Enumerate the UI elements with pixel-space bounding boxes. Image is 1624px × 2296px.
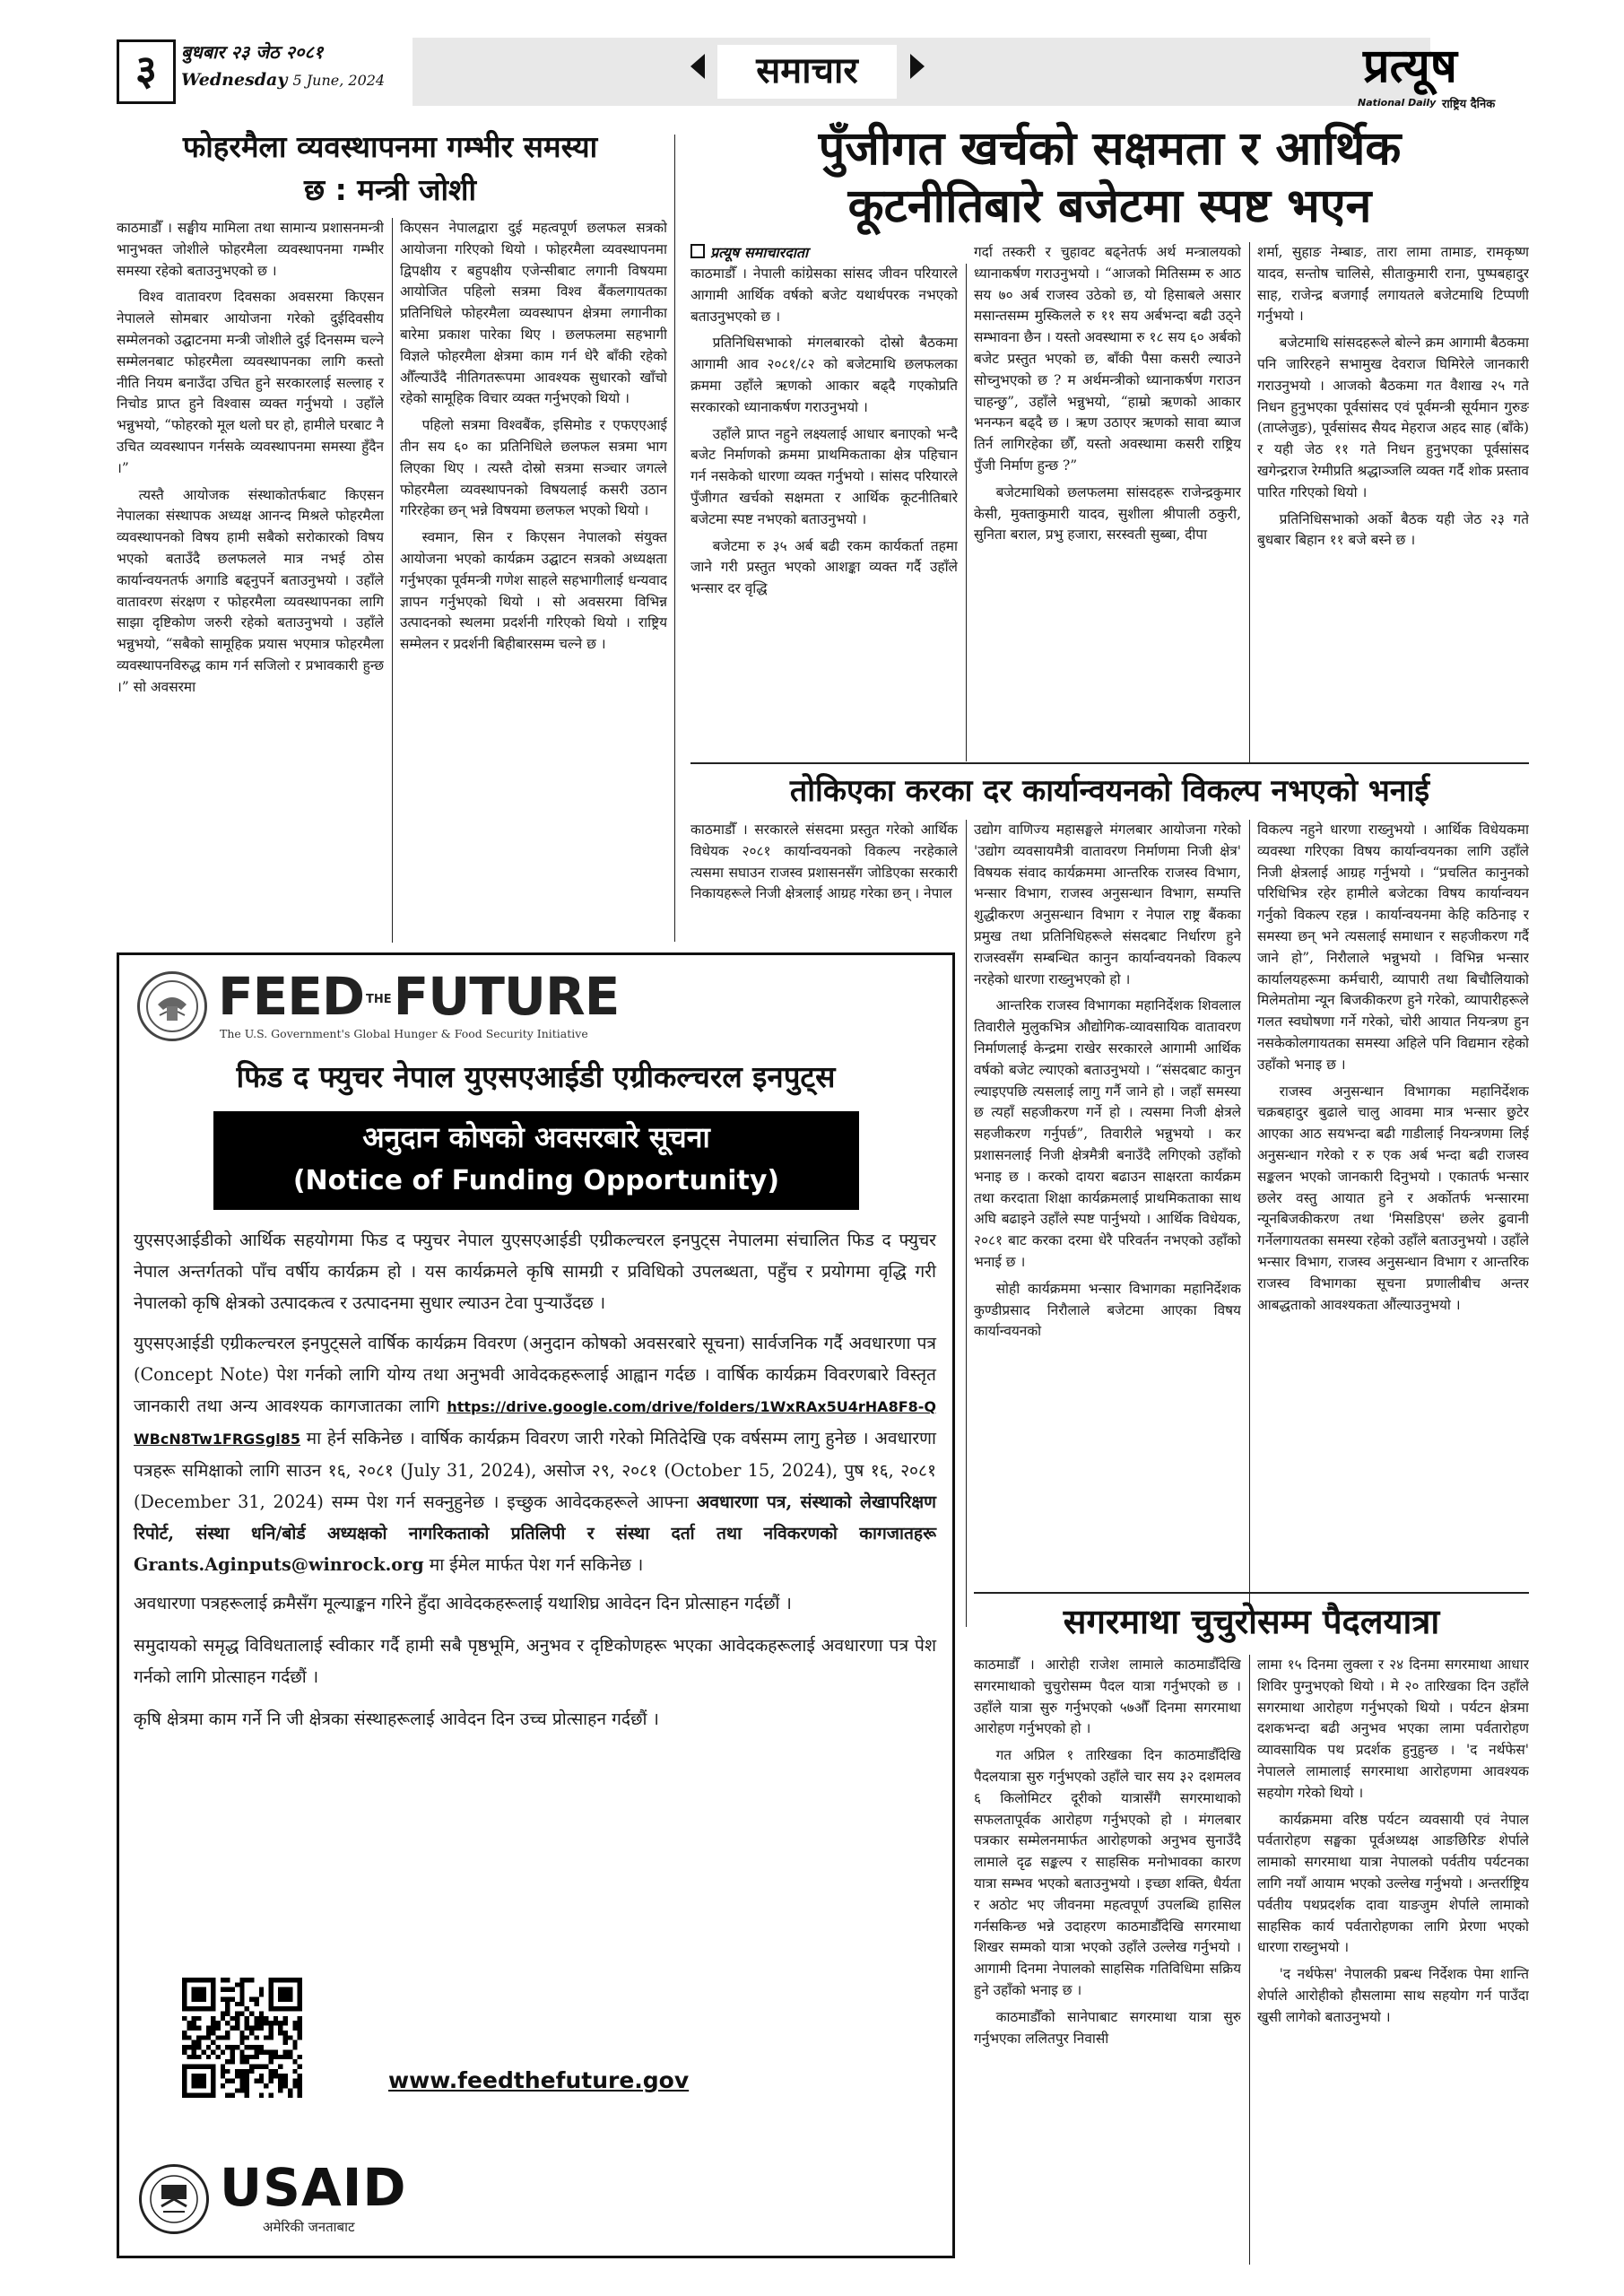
paragraph: कार्यक्रममा वरिष्ठ पर्यटन व्यवसायी एवं नेपाल पर्वतारोहण सङ्घका पूर्वअध्यक्ष आङछिरिङ शेर्पाले लामाको सगरमाथा यात्रा नेपालको पर्वतीय पर्यटनका लागि नयाँ आयाम भएको उल्लेख गर्नुभयो । अन्तर्राष्ट्रिय पर्वतीय पथप्रदर्शक दावा याङजुम शेर्पाले लामाको साहसिक कार्य पर्वतारोहणका लागि प्रेरणा भएको धारणा राख्नुभयो । — [1257, 1811, 1529, 1956]
logo-mark: प्रत्यूष — [1363, 39, 1457, 93]
paragraph: शर्मा, सुहाङ नेम्बाङ, तारा लामा तामाङ, रामकृष्ण यादव, सन्तोष चालिसे, सीताकुमारी राना, पुष्पबहादुर साह, राजेन्द्र बजगाईं लगायतले बजेटमाथि टिप्पणी गर्नुभयो । — [1257, 244, 1529, 325]
column-divider — [966, 264, 967, 761]
ad-details-text-3: मा ईमेल मार्फत पेश गर्न सकिनेछ । — [423, 1554, 644, 1575]
masthead — [117, 36, 1529, 121]
logo-future: FUTURE — [393, 966, 620, 1027]
usaid-seal-icon — [139, 2164, 209, 2234]
story1-column-1 — [117, 218, 384, 944]
paragraph: काठमाडौँ । सरकारले संसदमा प्रस्तुत गरेको आर्थिक विधेयक २०८१ कार्यान्वयनको विकल्प नरहेकाले त्यसमा सघाउन राजस्व प्रशासनसँग जोडिएका सरकारी निकायहरूले निजी क्षेत्रलाई आग्रह गरेका छन् । नेपाल — [690, 822, 958, 902]
column-divider — [674, 135, 675, 942]
byline-square-icon — [690, 244, 705, 258]
drive-folder-link[interactable]: https://drive.google.com/drive/folders/1WxRAx5U4rHA8F8-QWBcN8Tw1FRGSgl85 — [134, 1398, 936, 1448]
paragraph: लामा १५ दिनमा लुक्ला र २४ दिनमा सगरमाथा आधार शिविर पुग्नुभएको थियो । मे २० तारिखका दिन उहाँले सगरमाथा आरोहण गर्नुभएको थियो । पर्यटन क्षेत्रमा दशकभन्दा बढी अनुभव भएका लामा पर्वतारोहण व्यावसायिक पथ प्रदर्शक हुनुहुन्छ । 'द नर्थफेस' नेपालले लामालाई सगरमाथा आरोहणमा आवश्यक सहयोग गरेको थियो । — [1257, 1657, 1529, 1801]
story4-column-2 — [1257, 1655, 1529, 2265]
paragraph: काठमाडौँको सानेपाबाट सगरमाथा यात्रा सुरु गर्नुभएका ललितपुर निवासी — [974, 2008, 1241, 2047]
website-link[interactable]: www.feedthefuture.gov — [388, 2067, 690, 2093]
byline — [690, 242, 808, 262]
paragraph: सोही कार्यक्रममा भन्सार विभागका महानिर्देशक कुण्डीप्रसाद निरौलाले बजेटमा आएका विषय कार्यान्वयनको — [974, 1280, 1241, 1340]
paragraph: राजस्व अनुसन्धान विभागका महानिर्देशक चक्रबहादुर बुढाले चालु आवमा मात्र भन्सार छुटेर आएका आठ सयभन्दा बढी गाडीलाई नियन्त्रणमा लिई अनुसन्धान गरेको र रु एक अर्ब भन्दा बढी राजस्व सङ्कलन भएको जानकारी दिनुभयो । एकातर्फ भन्सार छलेर वस्तु आयात हुने र अर्कोतर्फ भन्सारमा न्यूनबिजकीकरण तथा 'मिसडिएस' छलेर ढुवानी गर्नेलगायतका समस्या रहेको उहाँले बताउनुभयो । उहाँले भन्सार विभाग, राजस्व अनुसन्धान विभाग र आन्तरिक राजस्व विभागका सूचना प्रणालीबीच अन्तर आबद्धताको आवश्यकता औंल्याउनुभयो । — [1257, 1083, 1529, 1313]
ad-paragraph-intro: युएसएआईडीको आर्थिक सहयोगमा फिड द फ्युचर नेपाल युएसएआईडी एग्रीकल्चरल इनपुट्स नेपालमा संचालित फिड द फ्युचर नेपाल अन्तर्गतको पाँच वर्षीय कार्यक्रम हो । यस कार्यक्रमले कृषि सामग्री र प्रविधिको उपलब्धता, पहुँच र प्रयोगमा वृद्धि गरी नेपालको कृषि क्षेत्रको उत्पादकत्व र उत्पादनमा सुधार ल्याउन टेवा पुऱ्याउँदछ । — [134, 1230, 936, 1313]
paragraph: त्यस्तै आयोजक संस्थाकोतर्फबाट किएसन नेपालका संस्थापक अध्यक्ष आनन्द मिश्रले फोहरमैला व्यवस्थापनको विषय हामी सबैको सरोकारको विषय भएको बताउँदै छलफलले मात्र नभई ठोस कार्यान्वयनतर्फ अगाडि बढ्नुपर्ने बताउनुभयो । उहाँले वातावरण संरक्षण र फोहरमैला व्यवस्थापनका लागि साझा दृष्टिकोण जरुरी रहेको बताउनुभयो । उहाँले भन्नुभयो, “सबैको सामूहिक प्रयास भएमात्र फोहरमैला व्यवस्थापनविरुद्ध काम गर्न सजिलो र प्रभावकारी हुन्छ ।” सो अवसरमा — [117, 486, 384, 695]
notice-banner — [213, 1111, 859, 1210]
paragraph: बजेटमा रु ३५ अर्ब बढी रकम कार्यकर्ता तहमा जाने गरी प्रस्तुत भएको आशङ्का व्यक्त गर्दै उहाँले भन्सार दर वृद्धि — [690, 537, 958, 597]
section-divider — [974, 1592, 1529, 1594]
column-divider — [1249, 242, 1250, 762]
paragraph: काठमाडौँ । सङ्घीय मामिला तथा सामान्य प्रशासनमन्त्री भानुभक्त जोशीले फोहरमैला व्यवस्थापनमा गम्भीर समस्या रहेको बताउनुभएको छ । — [117, 220, 384, 279]
paragraph: उद्योग वाणिज्य महासङ्घले मंगलबार आयोजना गरेको 'उद्योग व्यवसायमैत्री वातावरण निर्माणमा निजी क्षेत्र' विषयक संवाद कार्यक्रममा आन्तरिक राजस्व विभाग, भन्सार विभाग, राजस्व अनुसन्धान विभाग, सम्पत्ति शुद्धीकरण अनुसन्धान विभाग र नेपाल राष्ट्र बैंकका प्रमुख तथा प्रतिनिधिहरूले संसदबाट निर्धारण हुने राजस्वसँग सम्बन्धित कानुन कार्यान्वयनको विकल्प नरहेको धारणा राख्नुभएको हो । — [974, 822, 1241, 987]
date-english: 5 June, 2024 — [292, 72, 386, 89]
column-divider — [966, 820, 967, 1627]
chevron-left-icon — [690, 54, 705, 79]
paragraph: स्वमान, सिन र किएसन नेपालको संयुक्त आयोजना भएको कार्यक्रम उद्घाटन सत्रको अध्यक्षता गर्नुभएका पूर्वमन्त्री गणेश साहले सहभागीलाई धन्यवाद ज्ञापन गर्नुभएको थियो । सो अवसरमा विभिन्न उत्पादनको स्थलमा प्रदर्शनी गरिएको थियो । राष्ट्रिय सम्मेलन र प्रदर्शनी बिहीबारसम्म चल्ने छ । — [400, 529, 667, 653]
usaid-wordmark: USAID — [220, 2157, 407, 2218]
story4-column-1 — [974, 1655, 1241, 2265]
story3-column-1 — [690, 820, 958, 945]
ad-body — [134, 1224, 936, 1735]
date-english-day: Wednesday — [181, 70, 288, 90]
logo-sub-right: राष्ट्रिय दैनिक — [1442, 98, 1496, 111]
paragraph: विकल्प नहुने धारणा राख्नुभयो । आर्थिक विधेयकमा व्यवस्था गरिएका विषय कार्यान्वयनका लागि उहाँले निजी क्षेत्रलाई आग्रह गर्नुभयो । “प्रचलित कानुनको परिधिभित्र रहेर हामीले बजेटका विषय कार्यान्वयन गर्नुको विकल्प रहन्न । कार्यान्वयनमा केहि कठिनाइ र समस्या छन् भने त्यसलाई समाधान र सहजीकरण गर्दै जाने हो”, निरौलाले भन्नुभयो । विभिन्न भन्सार कार्यालयहरूमा कर्मचारी, व्यापारी तथा बिचौलियाको मिलेमतोमा न्यून बिजकीकरण हुने गरेको, व्यापारीहरूले गलत स्वघोषणा गर्ने गरेको, चोरी आयात नियन्त्रण हुन नसकेकोलगायतका समस्या अहिले पनि विद्यमान रहेको उहाँको भनाइ छ । — [1257, 822, 1529, 1073]
story2-headline-line1: पुँजीगत खर्चको सक्षमता र आर्थिक — [818, 122, 1402, 176]
section-label: समाचार — [717, 45, 897, 99]
ad-paragraph-details — [134, 1327, 936, 1580]
us-government-seal-icon — [137, 971, 207, 1041]
paragraph: प्रतिनिधिसभाको अर्को बैठक यही जेठ २३ गते बुधबार बिहान ११ बजे बस्ने छ । — [1257, 510, 1529, 549]
paragraph: गत अप्रिल १ तारिखका दिन काठमाडौँदेखि पैदलयात्रा सुरु गर्नुभएको उहाँले चार सय ३२ दशमलव ६ किलोमिटर दूरीको यात्रासँगै सगरमाथाको सफलतापूर्वक आरोहण गर्नुभएको हो । मंगलबार पत्रकार सम्मेलनमार्फत आरोहणको अनुभव सुनाउँदै लामाले दृढ सङ्कल्प र साहसिक मनोभावका कारण यात्रा सम्भव भएको बताउनुभयो । इच्छा शक्ति, धैर्यता र अठोट भए जीवनमा महत्वपूर्ण उपलब्धि हासिल गर्नसकिन्छ भन्ने उदाहरण काठमाडौँदेखि सगरमाथा शिखर सम्मको यात्रा भएको उहाँले उल्लेख गर्नुभयो । आगामी दिनमा नेपालको साहसिक गतिविधिमा सक्रिय हुने उहाँको भनाइ छ । — [974, 1747, 1241, 1998]
story3-column-3 — [1257, 820, 1529, 1609]
logo-feed: FEED — [218, 966, 365, 1027]
logo-the: THE — [366, 993, 392, 1006]
ad-title: फिड द फ्युचर नेपाल युएसएआईडी एग्रीकल्चरल इनपुट्स — [236, 1059, 836, 1094]
section-divider — [690, 762, 1529, 764]
paragraph: 'द नर्थफेस' नेपालकी प्रबन्ध निर्देशक पेमा शान्ति शेर्पाले आरोहीको हौसलामा साथ सहयोग गर्न पाउँदा खुसी लागेको बताउनुभयो । — [1257, 1966, 1529, 2025]
feed-the-future-logo — [218, 966, 620, 1027]
story4-headline: सगरमाथा चुचुरोसम्म पैदलयात्रा — [1063, 1602, 1440, 1641]
column-divider — [392, 218, 393, 943]
paragraph: पहिलो सत्रमा विश्वबैंक, इसिमोड र एफएएआई तीन सय ६० का प्रतिनिधिले छलफल सत्रमा भाग लिएका थिए । त्यस्तै दोस्रो सत्रमा सञ्चार जगत्ले फोहरमैला व्यवस्थापनको विषयलाई कसरी उठान गरिरहेका छन् भन्ने विषयमा छलफल भएको थियो । — [400, 417, 667, 519]
story2-column-1 — [690, 264, 958, 761]
newspaper-logo — [1345, 36, 1529, 117]
column-divider — [1249, 1655, 1250, 2265]
byline-text: प्रत्यूष समाचारदाता — [710, 244, 809, 261]
story3-headline: तोकिएका करका दर कार्यान्वयनको विकल्प नभएको भनाई — [789, 773, 1430, 809]
paragraph: प्रतिनिधिसभाको मंगलबारको दोस्रो बैठकमा आगामी आव २०८१/८२ को बजेटमाथि छलफलका क्रममा उहाँले ऋणको आकार बढ्दै गएकोप्रति सरकारको ध्यानाकर्षण गराउनुभयो । — [690, 335, 958, 415]
chevron-right-icon — [910, 54, 925, 79]
story2-headline-line2: कूटनीतिबारे बजेटमा स्पष्ट भएन — [847, 179, 1372, 233]
ad-paragraph-private-sector: कृषि क्षेत्रमा काम गर्ने नि जी क्षेत्रका संस्थाहरूलाई आवेदन दिन उच्च प्रोत्साहन गर्दछौं । — [134, 1709, 659, 1729]
story1-headline-line1: फोहरमैला व्यवस्थापनमा गम्भीर समस्या — [182, 129, 598, 164]
brand-tagline: The U.S. Government's Global Hunger & Food Security Initiative — [220, 1027, 588, 1040]
paragraph: बजेटमाथि सांसदहरूले बोल्ने क्रम आगामी बैठकमा पनि जारिरहने सभामुख देवराज घिमिरेले जानकारी गराउनुभयो । आजको बैठकमा गत वैशाख २५ गते निधन हुनुभएका पूर्वसांसद एवं पूर्वमन्त्री सूर्यमान गुरुङ (ताप्लेजुङ), पूर्वसांसद सैयद मेहराज अहद साह (बाँके) र यही जेठ ११ गते निधन हुनुभएका पूर्वसांसद खगेन्द्रराज रेग्मीप्रति श्रद्धाञ्जलि व्यक्त गर्दै शोक प्रस्ताव पारित गरिएको थियो । — [1257, 335, 1529, 500]
story1-column-2 — [400, 218, 667, 944]
notice-heading-nepali: अनुदान कोषको अवसरबारे सूचना — [362, 1120, 710, 1154]
story3-column-2 — [974, 820, 1241, 1609]
ad-paragraph-diversity: समुदायको समृद्ध विविधतालाई स्वीकार गर्दै हामी सबै पृष्ठभूमि, अनुभव र दृष्टिकोणहरू भएका आवेदकहरूलाई अवधारणा पत्र पेश गर्नको लागि प्रोत्साहन गर्दछौं । — [134, 1635, 936, 1687]
paragraph: बजेटमाथिको छलफलमा सांसदहरू राजेन्द्रकुमार केसी, मुक्ताकुमारी यादव, सुशीला श्रीपाली ठकुरी, सुनिता बराल, प्रभु हजारा, सरस्वती सुब्बा, दीपा — [974, 483, 1241, 544]
notice-heading-english: (Notice of Funding Opportunity) — [292, 1165, 780, 1196]
ad-paragraph-rolling: अवधारणा पत्रहरूलाई क्रमैसँग मूल्याङ्कन गरिने हुँदा आवेदकहरूलाई यथाशिघ्र आवेदन दिन प्रोत्साहन गर्दछौं । — [134, 1593, 792, 1613]
story1-headline — [117, 126, 664, 212]
story2-column-2 — [974, 242, 1241, 762]
story2-column-3 — [1257, 242, 1529, 762]
ad-details-text-2: मा हेर्न सकिनेछ । वार्षिक कार्यक्रम विवरण जारी गरेको मितिदेखि एक वर्षसम्म लागु हुनेछ । अवधारणा पत्रहरू समिक्षाको लागि साउन १६, २०८१ (July 31, 2024), असोज २९, २०८१ (October 15, 2024), पुष १६, २०८१ (December 31, 2024) सम्म पेश गर्न सक्नुहुनेछ । इच्छुक आवेदकहरूले आफ्ना — [134, 1428, 936, 1512]
paragraph: गर्दा तस्करी र चुहावट बढ्नेतर्फ अर्थ मन्त्रालयको ध्यानाकर्षण गराउनुभयो । “आजको मितिसम्म रु आठ सय ७० अर्ब राजस्व उठेको छ, यो हिसाबले असार मसान्तसम्म मुस्किलले रु ११ सय अर्बभन्दा बढी उठ्ने सम्भावना छैन । यस्तो अवस्थामा रु १८ सय ६० अर्बको बजेट प्रस्तुत भएको छ, बाँकी पैसा कसरी ल्याउने सोच्नुभएको छ ? म अर्थमन्त्रीको ध्यानाकर्षण गराउन चाहन्छु”, उहाँले भन्नुभयो, “हाम्रो ऋणको आकार भनन्फन बढ्दै छ । ऋण उठाएर ऋणको सावा ब्याज तिर्न लागिरहेका छौँ, यस्तो अवस्थामा कसरी राष्ट्रिय पुँजी निर्माण हुन्छ ?” — [974, 244, 1241, 474]
funding-notice-ad — [117, 952, 955, 2258]
paragraph: उहाँले प्राप्त नहुने लक्ष्यलाई आधार बनाएको भन्दै बजेट निर्माणको क्रममा प्राथमिकताका क्षेत्र पहिचान गर्न नसकेको धारणा व्यक्त गर्नुभयो । सांसद परियारले पुँजीगत खर्चको सक्षमता र आर्थिक कूटनीतिबारे बजेटमा स्पष्ट नभएको बताउनुभयो । — [690, 425, 958, 527]
paragraph: विश्व वातावरण दिवसका अवसरमा किएसन नेपालले सोमबार आयोजना गरेको दुईदिवसीय सम्मेलनको उद्घाटनमा मन्त्री जोशीले दुई दिनसम्म चल्ने सम्मेलनबाट फोहरमैला व्यवस्थापनका लागि कस्तो नीति नियम बनाउँदा उचित हुने सरकारलाई सल्लाह र निचोड प्राप्त हुने विश्वास व्यक्त गर्नुभयो । उहाँले भन्नुभयो, “फोहरको मूल थलो घर हो, हामीले घरबाट नै उचित व्यवस्थापन गर्नसके व्यवस्थापनमा समस्या हुँदैन ।” — [117, 289, 384, 476]
paragraph: किएसन नेपालद्वारा दुई महत्वपूर्ण छलफल सत्रको आयोजना गरिएको थियो । फोहरमैला व्यवस्थापनमा द्विपक्षीय र बहुपक्षीय एजेन्सीबाट लगानी विषयमा आयोजित पहिलो सत्रमा विश्व बैंकलगायतका प्रतिनिधिले फोहरमैला व्यवस्थापन क्षेत्रमा लगानीका बारेमा प्रकाश पारेका थिए । छलफलमा सहभागी विज्ञले फोहरमैला क्षेत्रमा काम गर्न धेरै बाँकी रहेको औँल्याउँदै नीतिगतरूपमा आवश्यक सुधारको खाँचो रहेको सामूहिक विचार व्यक्त गर्नुभएको थियो । — [400, 220, 667, 407]
paragraph: आन्तरिक राजस्व विभागका महानिर्देशक शिवलाल तिवारीले मुलुकभित्र औद्योगिक-व्यावसायिक वातावरण निर्माणलाई केन्द्रमा राखेर सरकारले आगामी आर्थिक वर्षको बजेट ल्याएको बताउनुभयो । “संसदबाट कानुन ल्याइएपछि त्यसलाई लागु गर्नै जाने हो । जहाँ समस्या छ त्यहाँ सहजीकरण गर्ने हो । त्यसमा निजी क्षेत्रले सहजीकरण गर्नुपर्छ”, तिवारीले भन्नुभयो । कर प्रशासनलाई निजी क्षेत्रमैत्री बनाउँदै लगिएको उहाँको भनाइ छ । करको दायरा बढाउन साक्षरता कार्यक्रम तथा करदाता शिक्षा कार्यक्रमलाई प्राथमिकताका साथ अघि बढाइने उहाँले स्पष्ट पार्नुभयो । आर्थिक विधेयक, २०८१ बाट करका दरमा धेरै परिवर्तन नभएको उहाँको भनाई छ । — [974, 997, 1241, 1270]
date-nepali: बुधबार २३ जेठ २०८१ — [181, 41, 324, 63]
paragraph: काठमाडौँ । आरोही राजेश लामाले काठमाडौँदेखि सगरमाथाको चुचुरोसम्म पैदल यात्रा गर्नुभएको छ । उहाँले यात्रा सुरु गर्नुभएको ५७औँ दिनमा सगरमाथा आरोहण गर्नुभएको हो । — [974, 1657, 1241, 1737]
column-divider — [1249, 820, 1250, 1609]
story1-headline-line2: छ : मन्त्री जोशी — [303, 172, 477, 207]
page-number: ३ — [117, 39, 176, 104]
ad-details-text-1: युएसएआईडी एग्रीकल्चरल इनपुट्सले वार्षिक कार्यक्रम विवरण (अनुदान कोषको अवसरबारे सूचना) सार्वजनिक गर्दै अवधारणा पत्र (Concept Note) पेश गर्नको लागि योग्य तथा अनुभवी आवेदकहरूलाई आह्वान गर्दछ । वार्षिक कार्यक्रम विवरणबारे विस्तृत जानकारी तथा अन्य आवश्यक कागजातका लागि — [134, 1333, 936, 1416]
qr-code[interactable] — [182, 1978, 302, 2098]
paragraph: काठमाडौँ । नेपाली कांग्रेसका सांसद जीवन परियारले आगामी आर्थिक वर्षको बजेट यथार्थपरक नभएको बताउनुभएको छ । — [690, 265, 958, 325]
story2-headline — [690, 120, 1529, 235]
usaid-subtitle: अमेरिकी जनताबाट — [263, 2219, 355, 2235]
logo-sub-left: National Daily — [1358, 97, 1437, 109]
ad-required-documents: अवधारणा पत्र, संस्थाको लेखापरिक्षण रिपोर्ट, संस्था धनि/बोर्ड अध्यक्षको नागरिकताको प्रतिलिपी र संस्था दर्ता तथा नविकरणको कागजातहरू Grants.Aginputs@winrock.org — [134, 1492, 936, 1575]
